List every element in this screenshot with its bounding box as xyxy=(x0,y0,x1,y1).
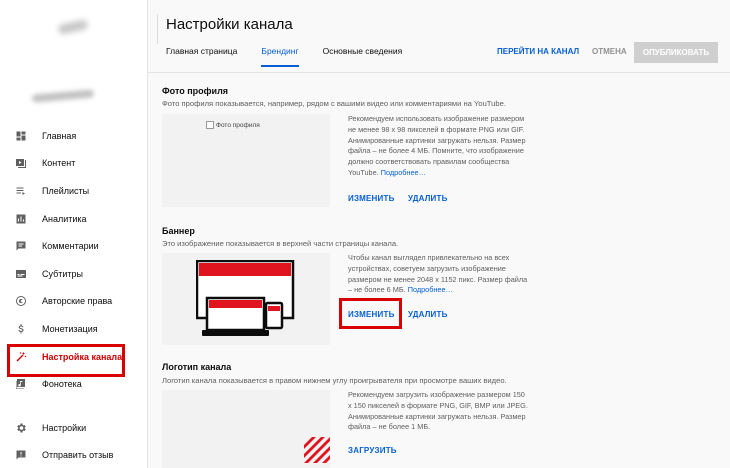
audio-library-icon xyxy=(14,377,28,391)
logo-info-text: Рекомендуем загрузить изображение размером 150 х 150 пикселей в формате PNG, GIF, BMP или JPEG. Анимированные картинки загружать нельзя. Размер файла – не более 1 МБ. xyxy=(348,390,528,432)
profile-photo-delete-button[interactable]: УДАЛИТЬ xyxy=(408,194,448,203)
sidebar-item-label: Плейлисты xyxy=(42,185,90,196)
banner-info xyxy=(348,253,530,296)
profile-photo-title: Фото профиля xyxy=(162,86,229,96)
sidebar-item-copyright[interactable] xyxy=(0,288,148,316)
sidebar-item-label: Субтитры xyxy=(42,268,84,279)
comments-icon xyxy=(14,239,28,253)
sidebar-item-playlists[interactable] xyxy=(0,177,148,205)
sidebar-item-feedback[interactable] xyxy=(0,442,148,468)
sidebar-item-label: Комментарии xyxy=(42,241,99,252)
profile-photo-alt-text: Фото профиля xyxy=(216,121,260,129)
analytics-icon xyxy=(14,212,28,226)
banner-delete-button[interactable]: УДАЛИТЬ xyxy=(408,310,448,319)
sidebar-item-label: Настройки xyxy=(42,422,87,433)
sidebar-item-label: Аналитика xyxy=(42,213,87,224)
sidebar-item-label: Отправить отзыв xyxy=(42,450,114,461)
tab-bar xyxy=(166,46,426,67)
tab-home[interactable]: Главная страница xyxy=(166,46,238,56)
sidebar-item-dashboard[interactable] xyxy=(0,122,148,150)
logo-description: Логотип канала показывается в правом нижнем углу проигрывателя при просмотре ваших видео. xyxy=(162,376,507,385)
blurred-channel-avatar xyxy=(57,19,88,35)
sidebar-item-label: Фонотека xyxy=(42,379,82,390)
go-to-channel-button[interactable]: ПЕРЕЙТИ НА КАНАЛ xyxy=(497,47,580,56)
sidebar-item-content[interactable] xyxy=(0,150,148,178)
tab-basic-info[interactable]: Основные сведения xyxy=(322,46,403,56)
sidebar-item-label: Настройка канала xyxy=(42,351,123,362)
cancel-button[interactable]: ОТМЕНА xyxy=(592,47,627,56)
subtitles-icon xyxy=(14,267,28,281)
profile-photo-info xyxy=(348,114,530,179)
sidebar-item-customization[interactable] xyxy=(0,343,148,371)
sidebar-item-monetization[interactable] xyxy=(0,315,148,343)
feedback-icon xyxy=(14,448,28,462)
video-library-icon xyxy=(14,156,28,170)
logo-info xyxy=(348,390,530,433)
logo-title: Логотип канала xyxy=(162,362,232,372)
page-title: Настройки канала xyxy=(166,16,293,33)
header-divider xyxy=(157,14,158,44)
copyright-icon xyxy=(14,294,28,308)
dashboard-icon xyxy=(14,129,28,143)
banner-description: Это изображение показывается в верхней части страницы канала. xyxy=(162,239,399,248)
profile-photo-change-button[interactable]: ИЗМЕНИТЬ xyxy=(348,194,395,203)
profile-photo-image xyxy=(206,121,260,129)
logo-watermark-icon xyxy=(304,437,330,463)
publish-button[interactable]: ОПУБЛИКОВАТЬ xyxy=(634,42,718,63)
sidebar-item-settings[interactable] xyxy=(0,414,148,442)
sidebar-item-audio-library[interactable] xyxy=(0,370,148,398)
tabs-divider xyxy=(148,72,730,73)
profile-photo-description: Фото профиля показывается, например, рядом с вашими видео или комментариями на YouTube. xyxy=(162,99,506,108)
sidebar-item-label: Контент xyxy=(42,158,76,169)
banner-devices-illustration xyxy=(196,260,296,340)
magic-wand-icon xyxy=(14,350,28,364)
banner-change-button[interactable]: ИЗМЕНИТЬ xyxy=(348,310,395,319)
sidebar-nav xyxy=(0,122,148,398)
tab-branding[interactable]: Брендинг xyxy=(261,46,298,67)
sidebar-bottom-nav xyxy=(0,414,148,468)
banner-title: Баннер xyxy=(162,226,195,236)
sidebar-item-label: Монетизация xyxy=(42,323,98,334)
sidebar-item-label: Авторские права xyxy=(42,296,113,307)
sidebar xyxy=(0,0,148,468)
banner-info-text: Чтобы канал выглядел привлекательно на всех устройствах, советуем загрузить изображение размером не менее 2048 х 1152 пикс. Размер файла – не более 6 МБ. xyxy=(348,253,528,295)
sidebar-item-label: Главная xyxy=(42,130,77,141)
sidebar-item-subtitles[interactable] xyxy=(0,260,148,288)
profile-photo-info-text: Рекомендуем использовать изображение размером не менее 98 х 98 пикселей в формате PNG или GIF. Анимированные картинки загружать нельзя. Размер файла – не более 4 МБ. Помните, что изображение должно соответствовать правилам сообщества YouTube. xyxy=(348,114,526,177)
banner-more-link[interactable]: Подробнее… xyxy=(407,285,453,295)
logo-upload-button[interactable]: ЗАГРУЗИТЬ xyxy=(348,446,397,455)
playlist-icon xyxy=(14,184,28,198)
profile-photo-more-link[interactable]: Подробнее… xyxy=(380,167,426,177)
blurred-channel-name xyxy=(32,89,94,102)
gear-icon xyxy=(14,421,28,435)
sidebar-item-comments[interactable] xyxy=(0,232,148,260)
dollar-icon xyxy=(14,322,28,336)
sidebar-item-analytics[interactable] xyxy=(0,205,148,233)
broken-image-icon xyxy=(206,121,214,129)
